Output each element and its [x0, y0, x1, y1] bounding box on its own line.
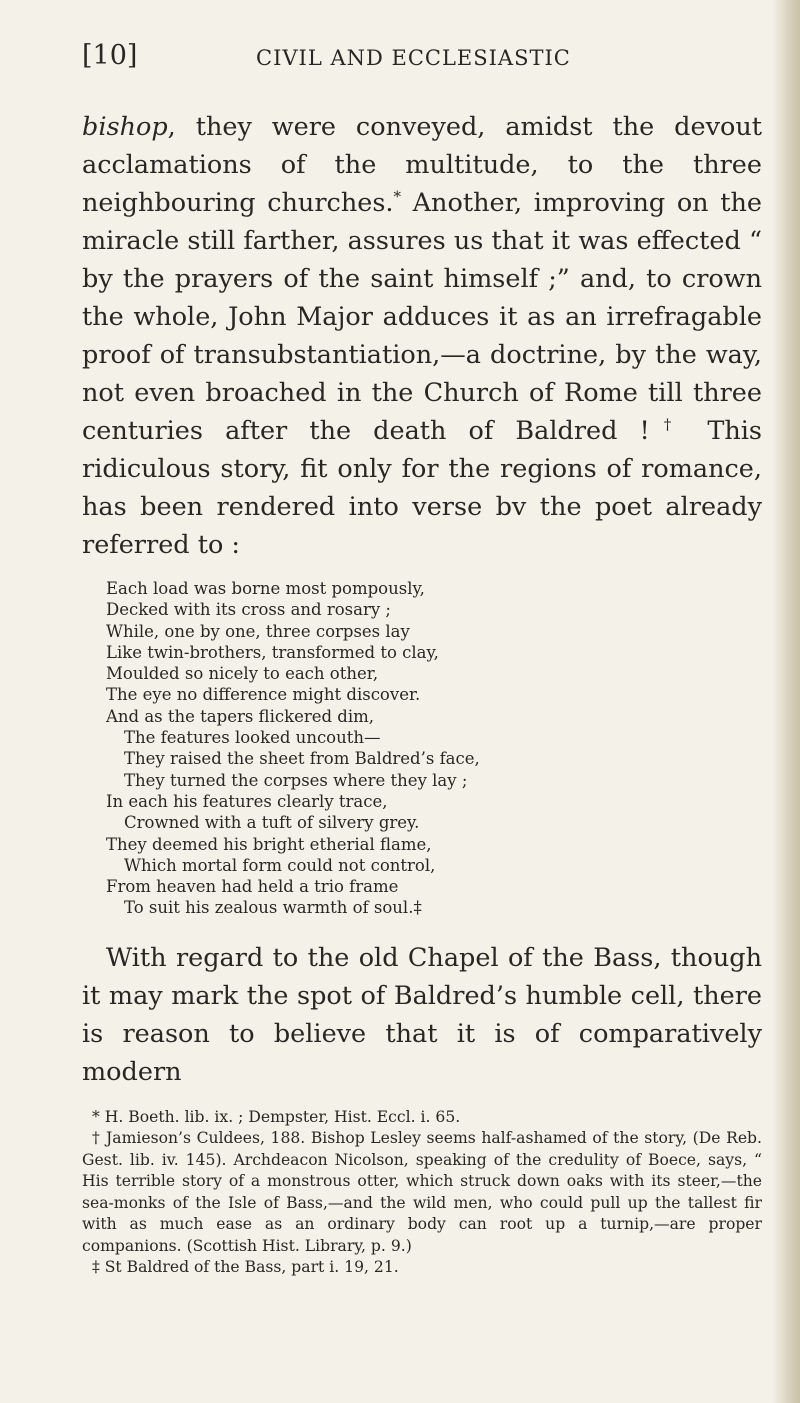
paragraph-1-text-a: , they were conveyed, amidst the devout acclamations of the multitude, to the three neighbouring churches.	[82, 112, 762, 218]
poem-line: They turned the corpses where they lay ;	[124, 770, 468, 790]
paragraph-1-text-b: Another, improving on the miracle still farther, assures us that it was effected “ by the prayers of the saint himself ;” and, to crown the whole, John Major adduces it as an irrefragable proof of transubstantiation,—a doctrine, by the way, not even broached in the Church of Rome till three centuries after the death of Baldred !	[82, 188, 762, 446]
paragraph-2: With regard to the old Chapel of the Bass, though it may mark the spot of Baldred’s humble cell, there is reason to believe that it is of comparatively modern	[82, 942, 762, 1087]
page-edge	[772, 0, 800, 1403]
paragraph-1-text-c: This ridiculous story, fit only for the regions of romance, has been rendered into verse bv the poet already referred to :	[82, 416, 763, 560]
poem-line: While, one by one, three corpses lay	[106, 621, 410, 641]
footnotes	[82, 1107, 762, 1279]
poem-line: Like twin-brothers, transformed to clay,	[106, 642, 439, 662]
page	[82, 40, 762, 1279]
poem-line: In each his features clearly trace,	[106, 791, 388, 811]
poem-line: And as the tapers flickered dim,	[106, 706, 375, 726]
poem-line: To suit his zealous warmth of soul.‡	[124, 898, 422, 918]
poem	[82, 578, 762, 919]
poem-line: The features looked uncouth—	[124, 728, 381, 748]
footnote: † Jamieson’s Culdees, 188. Bishop Lesley seems half-ashamed of the story, (De Reb. Gest. lib. iv. 145). Archdeacon Nicolson, speaking of the credulity of Boece, says, “ His terrible story of a monstrous otter, which struck down oaks with its steer,—the sea-monks of the Isle of Bass,—and the wild men, who could pull up the tallest fir with as much ease as an ordinary body can root up a turnip,—are proper companions. (Scottish Hist. Library, p. 9.)	[82, 1129, 762, 1255]
paragraph-1	[82, 108, 762, 564]
poem-line: Moulded so nicely to each other,	[106, 664, 379, 684]
poem-line: They deemed his bright etherial flame,	[106, 834, 432, 854]
footnote-mark-1: *	[393, 187, 402, 206]
poem-line: Each load was borne most pompously,	[106, 579, 425, 598]
page-header	[82, 40, 762, 84]
poem-line: They raised the sheet from Baldred’s face,	[124, 749, 480, 769]
footnote-mark-2: †	[649, 415, 686, 434]
poem-line: Decked with its cross and rosary ;	[106, 600, 391, 620]
footnote: * H. Boeth. lib. ix. ; Dempster, Hist. Eccl. i. 65.	[92, 1107, 461, 1126]
footnote: ‡ St Baldred of the Bass, part i. 19, 21.	[92, 1258, 399, 1277]
poem-line: Which mortal form could not control,	[124, 855, 436, 875]
page-number: [10]	[82, 40, 138, 71]
poem-line: The eye no difference might discover.	[106, 685, 421, 705]
poem-line: Crowned with a tuft of silvery grey.	[124, 813, 420, 833]
poem-line: From heaven had held a trio frame	[106, 877, 399, 897]
running-head: CIVIL AND ECCLESIASTIC	[256, 46, 571, 70]
italic-bishop: bishop	[82, 112, 168, 142]
